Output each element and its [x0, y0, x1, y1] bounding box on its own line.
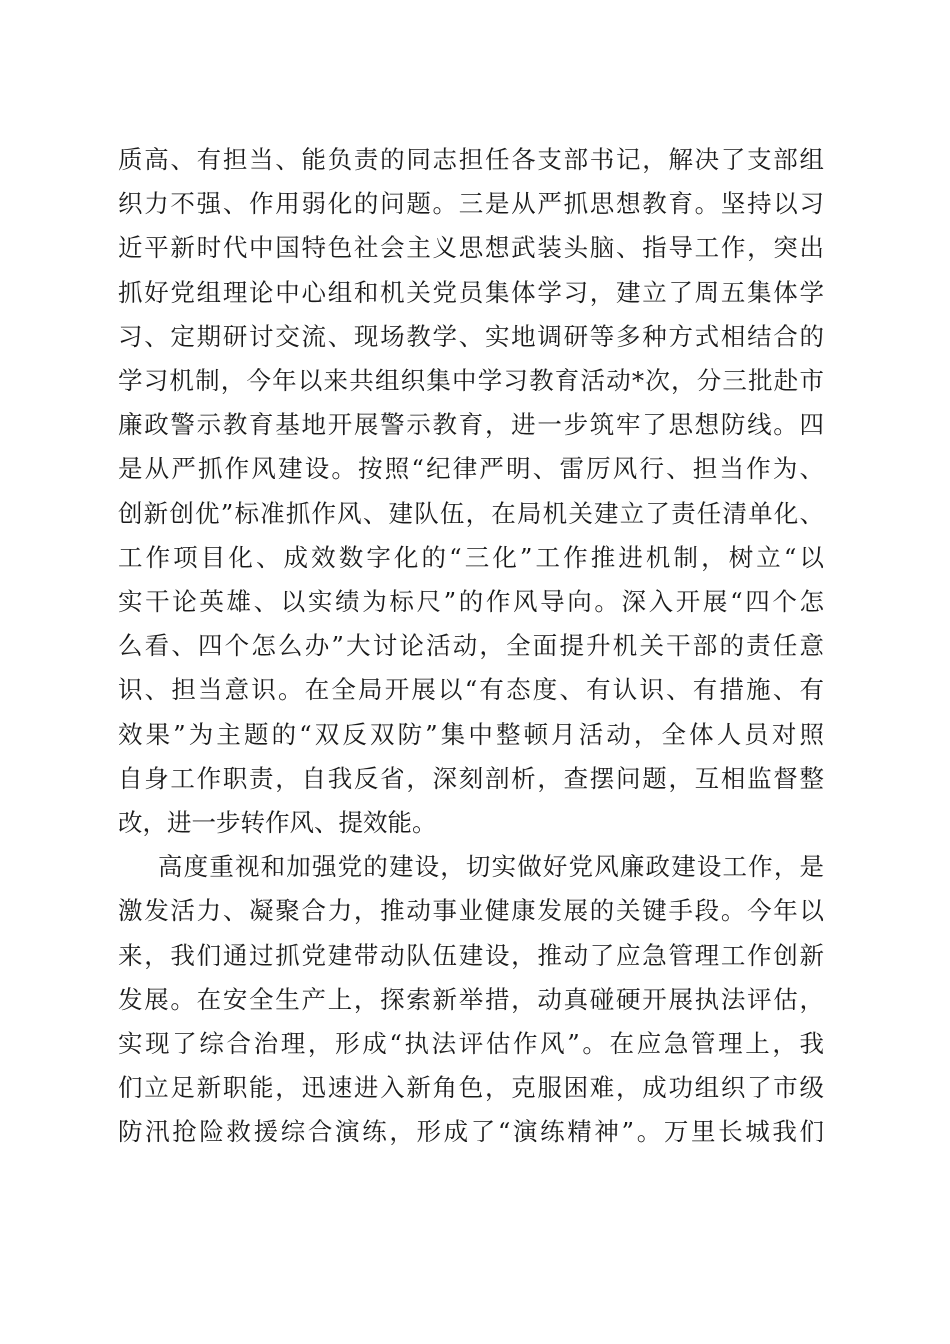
text-line: 学习机制，今年以来共组织集中学习教育活动*次，分三批赴市 — [118, 366, 824, 396]
text-line: 效果”为主题的“双反双防”集中整顿月活动，全体人员对照 — [118, 719, 824, 749]
text-line: 防汛抢险救援综合演练，形成了“演练精神”。万里长城我们 — [118, 1117, 824, 1147]
text-line: 创新创优”标准抓作风、建队伍，在局机关建立了责任清单化、 — [118, 498, 824, 528]
text-line: 廉政警示教育基地开展警示教育，进一步筑牢了思想防线。四 — [118, 410, 824, 440]
text-line: 自身工作职责，自我反省，深刻剖析，查摆问题，互相监督整 — [118, 763, 824, 793]
text-line: 实干论英雄、以实绩为标尺”的作风导向。深入开展“四个怎 — [118, 587, 824, 617]
paragraph-1 — [118, 138, 824, 845]
document-body — [118, 138, 824, 1155]
text-line: 习、定期研讨交流、现场教学、实地调研等多种方式相结合的 — [118, 321, 824, 351]
text-line: 抓好党组理论中心组和机关党员集体学习，建立了周五集体学 — [118, 277, 824, 307]
text-line: 么看、四个怎么办”大讨论活动，全面提升机关干部的责任意 — [118, 631, 824, 661]
text-line: 织力不强、作用弱化的问题。三是从严抓思想教育。坚持以习 — [118, 189, 824, 219]
text-line: 识、担当意识。在全局开展以“有态度、有认识、有措施、有 — [118, 675, 824, 705]
text-line: 近平新时代中国特色社会主义思想武装头脑、指导工作，突出 — [118, 233, 824, 263]
text-line: 激发活力、凝聚合力，推动事业健康发展的关键手段。今年以 — [118, 896, 824, 926]
text-line: 实现了综合治理，形成“执法评估作风”。在应急管理上，我 — [118, 1029, 824, 1059]
text-line: 来，我们通过抓党建带动队伍建设，推动了应急管理工作创新 — [118, 940, 824, 970]
text-line: 改，进一步转作风、提效能。 — [118, 808, 437, 838]
text-line: 质高、有担当、能负责的同志担任各支部书记，解决了支部组 — [118, 145, 824, 174]
text-line: 们立足新职能，迅速进入新角色，克服困难，成功组织了市级 — [118, 1073, 824, 1103]
paragraph-2 — [118, 845, 824, 1154]
text-line: 高度重视和加强党的建设，切实做好党风廉政建设工作，是 — [158, 852, 824, 882]
text-line: 工作项目化、成效数字化的“三化”工作推进机制，树立“以 — [118, 542, 824, 572]
text-line: 发展。在安全生产上，探索新举措，动真碰硬开展执法评估， — [118, 984, 824, 1014]
text-line: 是从严抓作风建设。按照“纪律严明、雷厉风行、担当作为、 — [118, 454, 824, 484]
